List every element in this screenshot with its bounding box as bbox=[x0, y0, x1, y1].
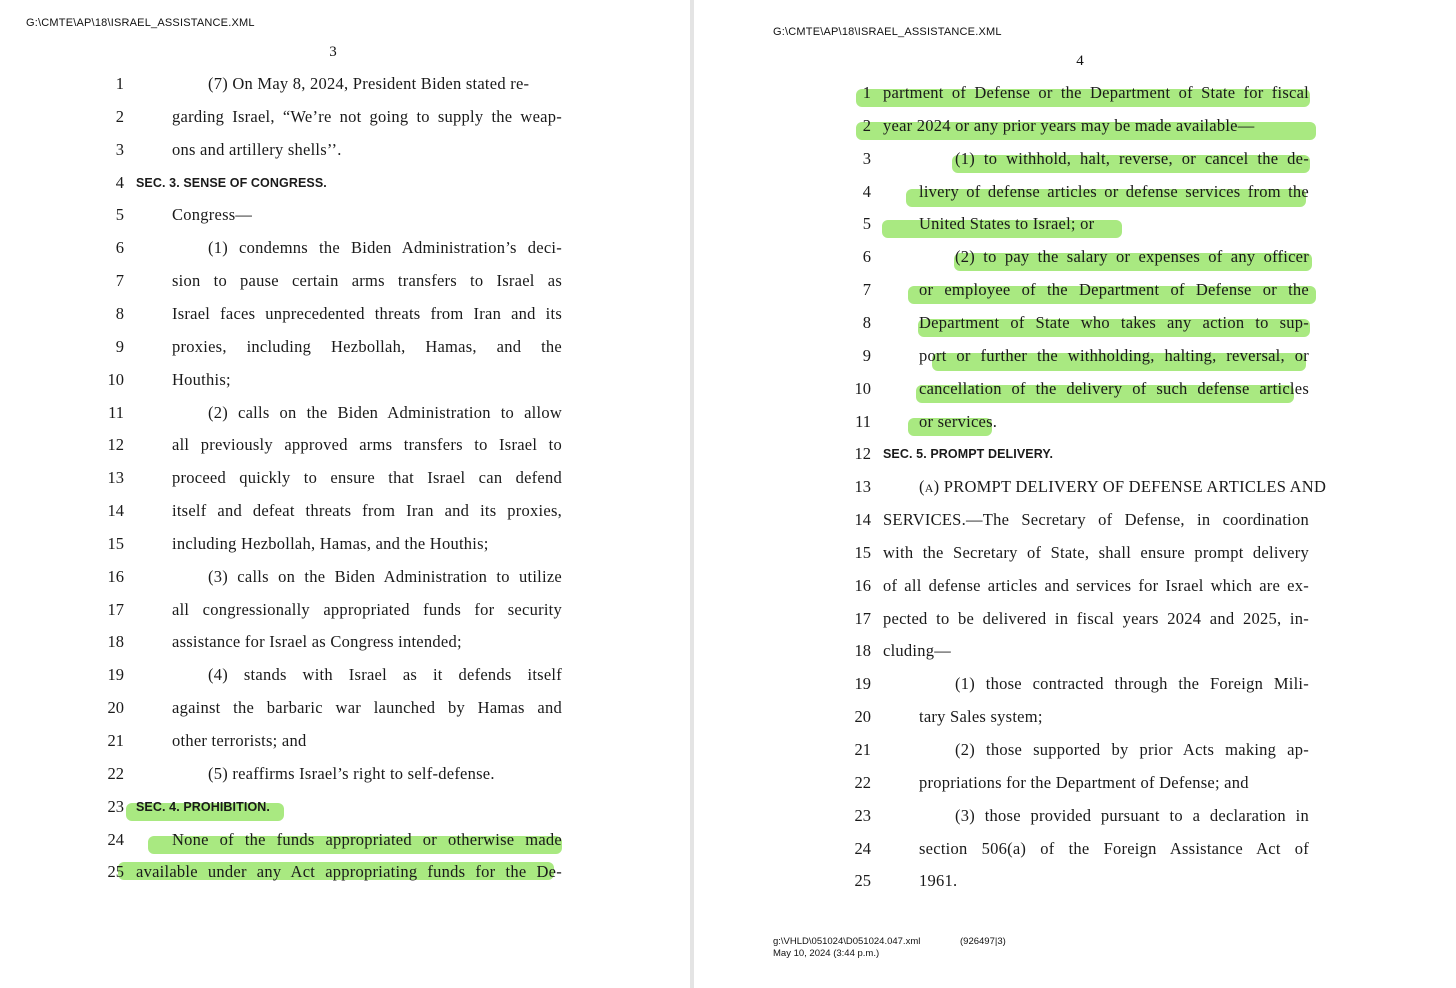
line-number: 17 bbox=[854, 608, 871, 628]
line-number: 2 bbox=[115, 106, 124, 126]
line-number: 23 bbox=[854, 805, 871, 825]
line-text: all previously approved arms transfers to Israel to bbox=[172, 435, 562, 455]
line-number: 14 bbox=[107, 501, 124, 521]
line-text: or services. bbox=[919, 411, 998, 431]
line-text: (4) stands with Israel as it defends itself bbox=[208, 665, 562, 685]
line-text: partment of Defense or the Department of State for fiscal bbox=[883, 83, 1309, 102]
line-number: 13 bbox=[854, 477, 871, 497]
line-number: 24 bbox=[107, 829, 124, 849]
line-number: 21 bbox=[107, 731, 124, 750]
line-text: (2) to pay the salary or expenses of any officer bbox=[955, 247, 1309, 267]
line-number: 5 bbox=[862, 214, 871, 234]
line-number: 22 bbox=[107, 763, 124, 783]
line-text: propriations for the Department of Defense; and bbox=[919, 772, 1249, 792]
line-text: with the Secretary of State, shall ensure prompt delivery bbox=[883, 542, 1309, 562]
line-number: 10 bbox=[107, 369, 124, 389]
line-number: 12 bbox=[854, 444, 871, 464]
line-text: other terrorists; and bbox=[172, 731, 307, 750]
line-text: proxies, including Hezbollah, Hamas, and the bbox=[172, 336, 562, 356]
line-text: SERVICES.—The Secretary of Defense, in coordination bbox=[883, 510, 1309, 530]
line-number: 2 bbox=[862, 115, 871, 135]
line-number: 19 bbox=[107, 665, 124, 685]
footer-date: May 10, 2024 (3:44 p.m.) bbox=[773, 948, 880, 959]
line-number: 5 bbox=[115, 205, 124, 225]
line-number: 7 bbox=[862, 280, 871, 300]
line-text: proceed quickly to ensure that Israel can defend bbox=[172, 468, 562, 488]
line-number: 13 bbox=[107, 468, 124, 488]
line-text: garding Israel, “We’re not going to supply the weap- bbox=[172, 106, 562, 126]
line-number: 22 bbox=[854, 772, 871, 792]
file-path-header: G:\CMTE\AP\18\ISRAEL_ASSISTANCE.XML bbox=[773, 26, 1002, 38]
line-number: 25 bbox=[854, 871, 871, 891]
line-number: 8 bbox=[115, 303, 124, 323]
line-text: Department of State who takes any action to sup- bbox=[919, 312, 1309, 332]
line-number: 11 bbox=[855, 411, 871, 431]
right-document-page bbox=[694, 0, 1456, 988]
line-number: 19 bbox=[854, 674, 871, 694]
page-number: 4 bbox=[1076, 53, 1084, 69]
line-text: (5) reaffirms Israel’s right to self-defense. bbox=[208, 763, 495, 783]
line-number: 9 bbox=[115, 336, 124, 356]
line-text: assistance for Israel as Congress intended; bbox=[172, 632, 462, 652]
line-number: 17 bbox=[107, 599, 124, 619]
line-number: 8 bbox=[862, 312, 871, 332]
line-number: 24 bbox=[854, 838, 871, 858]
page-number: 3 bbox=[329, 44, 337, 60]
line-number: 15 bbox=[107, 533, 124, 553]
line-text: (a) PROMPT DELIVERY OF DEFENSE ARTICLES AND bbox=[919, 477, 1327, 497]
line-text: or employee of the Department of Defense or the bbox=[919, 280, 1309, 300]
footer-file: g:\VHLD\051024\D051024.047.xml bbox=[773, 936, 921, 947]
line-text: (2) those supported by prior Acts making ap- bbox=[955, 740, 1309, 759]
line-text: (1) condemns the Biden Administration’s deci- bbox=[208, 238, 562, 258]
line-text: sion to pause certain arms transfers to Israel as bbox=[172, 271, 562, 291]
section-heading: SEC. 3. SENSE OF CONGRESS. bbox=[136, 175, 327, 190]
line-number: 9 bbox=[862, 345, 871, 365]
line-number: 18 bbox=[107, 632, 124, 652]
line-text: 1961. bbox=[919, 871, 958, 891]
file-path-header: G:\CMTE\AP\18\ISRAEL_ASSISTANCE.XML bbox=[26, 17, 255, 29]
line-text: livery of defense articles or defense services from the bbox=[919, 181, 1309, 201]
line-text: None of the funds appropriated or otherwise made bbox=[172, 829, 562, 849]
line-text: all congressionally appropriated funds for security bbox=[172, 599, 562, 619]
footer-version: (926497|3) bbox=[960, 936, 1006, 947]
line-number: 6 bbox=[862, 247, 871, 267]
line-text: United States to Israel; or bbox=[919, 214, 1095, 234]
line-number: 3 bbox=[115, 139, 124, 159]
line-text: including Hezbollah, Hamas, and the Houthis; bbox=[172, 533, 489, 553]
line-text: tary Sales system; bbox=[919, 707, 1043, 727]
line-text: (2) calls on the Biden Administration to allow bbox=[208, 402, 562, 422]
line-text: (7) On May 8, 2024, President Biden stated re- bbox=[208, 74, 530, 93]
line-text: port or further the withholding, halting, reversal, or bbox=[919, 345, 1309, 365]
section-heading: SEC. 5. PROMPT DELIVERY. bbox=[883, 447, 1054, 462]
line-number: 4 bbox=[115, 172, 124, 192]
line-number: 18 bbox=[854, 641, 871, 661]
line-text: year 2024 or any prior years may be made available— bbox=[883, 115, 1255, 135]
line-text: of all defense articles and services for Israel which are ex- bbox=[883, 575, 1309, 595]
line-number: 21 bbox=[854, 740, 871, 759]
line-text: (1) to withhold, halt, reverse, or cancel the de- bbox=[955, 148, 1309, 168]
line-number: 16 bbox=[107, 566, 124, 586]
line-text: section 506(a) of the Foreign Assistance Act of bbox=[919, 838, 1309, 858]
line-text: (1) those contracted through the Foreign Mili- bbox=[955, 674, 1309, 694]
line-text: against the barbaric war launched by Hamas and bbox=[172, 698, 562, 718]
section-heading: SEC. 4. PROHIBITION. bbox=[136, 799, 270, 814]
line-number: 1 bbox=[862, 83, 871, 102]
line-number: 7 bbox=[115, 271, 124, 291]
line-text: ons and artillery shells’’. bbox=[172, 139, 342, 159]
left-document-page bbox=[0, 0, 690, 988]
line-number: 16 bbox=[854, 575, 871, 595]
line-number: 20 bbox=[107, 698, 124, 718]
line-text: Houthis; bbox=[172, 369, 231, 389]
line-text: available under any Act appropriating funds for the De- bbox=[136, 862, 562, 882]
line-number: 25 bbox=[107, 862, 124, 882]
line-number: 23 bbox=[107, 796, 124, 816]
line-number: 4 bbox=[862, 181, 871, 201]
line-number: 15 bbox=[854, 542, 871, 562]
line-text: cluding— bbox=[883, 641, 951, 661]
line-text: Israel faces unprecedented threats from Iran and its bbox=[172, 303, 562, 323]
line-text: cancellation of the delivery of such defense articles bbox=[919, 378, 1309, 398]
line-number: 3 bbox=[862, 148, 871, 168]
line-number: 12 bbox=[107, 435, 124, 455]
line-text: (3) those provided pursuant to a declaration in bbox=[955, 805, 1309, 825]
line-number: 1 bbox=[115, 74, 124, 93]
line-number: 20 bbox=[854, 707, 871, 727]
line-number: 11 bbox=[108, 402, 124, 422]
line-text: Congress— bbox=[172, 205, 253, 225]
line-text: pected to be delivered in fiscal years 2024 and 2025, in- bbox=[883, 608, 1309, 628]
line-number: 6 bbox=[115, 238, 124, 258]
line-number: 14 bbox=[854, 510, 871, 530]
line-text: itself and defeat threats from Iran and its proxies, bbox=[172, 501, 562, 521]
line-number: 10 bbox=[854, 378, 871, 398]
line-text: (3) calls on the Biden Administration to utilize bbox=[208, 566, 562, 586]
